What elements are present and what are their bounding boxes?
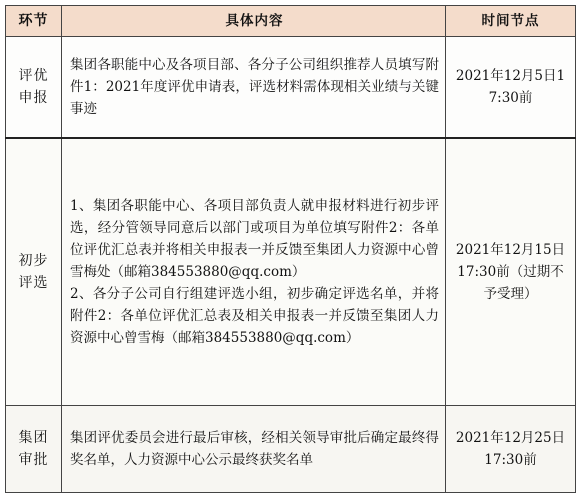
header-time: 时间节点	[446, 6, 576, 37]
content-cell	[62, 37, 446, 139]
stage-cell	[6, 37, 62, 139]
table-row	[6, 37, 576, 139]
time-cell: 2021年12月5日17:30前	[446, 37, 576, 139]
stage-label-line: 评优	[18, 68, 49, 84]
stage-label-line: 审批	[18, 452, 49, 468]
content-paragraph: 集团各职能中心及各项目部、各分子公司组织推荐人员填写附件1：2021年度评优申请表，评选材料需体现相关业绩与关键事迹	[70, 57, 439, 117]
time-cell: 2021年12月25日17:30前	[446, 406, 576, 493]
table-row	[6, 406, 576, 493]
content-cell	[62, 138, 446, 406]
stage-label-line: 集团	[18, 430, 49, 446]
stage-cell	[6, 406, 62, 493]
stage-label-line: 申报	[18, 90, 49, 106]
table-row	[6, 138, 576, 406]
content-paragraph: 集团评优委员会进行最后审核，经相关领导审批后确定最终得奖名单，人力资源中心公示最终获奖名单	[70, 430, 439, 468]
content-paragraph: 2、各分子公司自行组建评选小组，初步确定评选名单，并将附件2：各单位评优汇总表及相关申报表一并反馈至集团人力资源中心曾雪梅（邮箱384553880@qq.com）	[70, 286, 439, 346]
time-cell: 2021年12月15日17:30前（过期不予受理）	[446, 138, 576, 406]
stage-label-line: 初步	[18, 253, 49, 269]
table-header-row	[6, 6, 576, 37]
content-paragraph: 1、集团各职能中心、各项目部负责人就申报材料进行初步评选，经分管领导同意后以部门或项目为单位填写附件2：各单位评优汇总表并将相关申报表一并反馈至集团人力资源中心曾雪梅处（邮箱384553880@qq.com）	[70, 198, 439, 280]
header-content: 具体内容	[62, 6, 446, 37]
stage-label-line: 评选	[18, 275, 49, 291]
selection-schedule-table	[5, 5, 576, 493]
stage-cell	[6, 138, 62, 406]
content-cell	[62, 406, 446, 493]
header-stage: 环节	[6, 6, 62, 37]
